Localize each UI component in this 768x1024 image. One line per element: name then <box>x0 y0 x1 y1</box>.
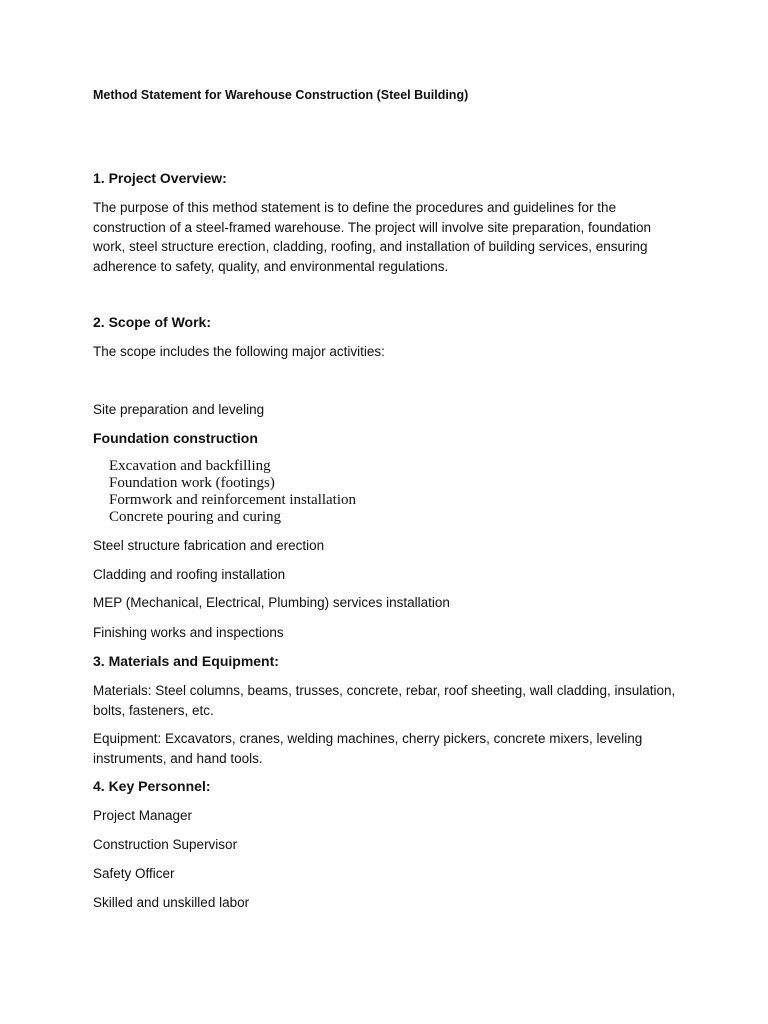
materials-paragraph: Materials: Steel columns, beams, trusses, concrete, rebar, roof sheeting, wall cladding, insulation, bolts, fasteners, etc. <box>93 683 676 718</box>
document-title: Method Statement for Warehouse Construction (Steel Building) <box>93 88 469 102</box>
foundation-sublist <box>109 458 356 526</box>
project-overview-paragraph: The purpose of this method statement is to define the procedures and guidelines for the construction of a steel-framed warehouse. The project will involve site preparation, foundation work, steel structure erection, cladding, roofing, and installation of building services, ensuring adherence to safety, quality, and environmental regulations. <box>93 200 652 274</box>
section-heading-project-overview: 1. Project Overview: <box>93 170 227 186</box>
scope-item-foundation-heading: Foundation construction <box>93 430 258 446</box>
scope-item-steel-structure: Steel structure fabrication and erection <box>93 538 325 553</box>
personnel-item: Project Manager <box>93 808 193 823</box>
personnel-item: Safety Officer <box>93 866 175 881</box>
scope-item-site-preparation: Site preparation and leveling <box>93 402 265 417</box>
personnel-item: Skilled and unskilled labor <box>93 895 250 910</box>
scope-item-mep: MEP (Mechanical, Electrical, Plumbing) services installation <box>93 595 450 610</box>
list-item: Concrete pouring and curing <box>109 509 282 525</box>
scope-item-finishing: Finishing works and inspections <box>93 625 284 640</box>
list-item: Foundation work (footings) <box>109 475 275 491</box>
section-heading-materials-equipment: 3. Materials and Equipment: <box>93 653 279 669</box>
section-heading-key-personnel: 4. Key Personnel: <box>93 778 211 794</box>
scope-intro-text: The scope includes the following major activities: <box>93 344 385 359</box>
list-item: Excavation and backfilling <box>109 458 271 474</box>
list-item: Formwork and reinforcement installation <box>109 492 357 508</box>
personnel-item: Construction Supervisor <box>93 837 238 852</box>
section-heading-scope-of-work: 2. Scope of Work: <box>93 314 211 330</box>
scope-item-cladding-roofing: Cladding and roofing installation <box>93 567 286 582</box>
equipment-paragraph: Equipment: Excavators, cranes, welding machines, cherry pickers, concrete mixers, leveling instruments, and hand tools. <box>93 731 643 766</box>
